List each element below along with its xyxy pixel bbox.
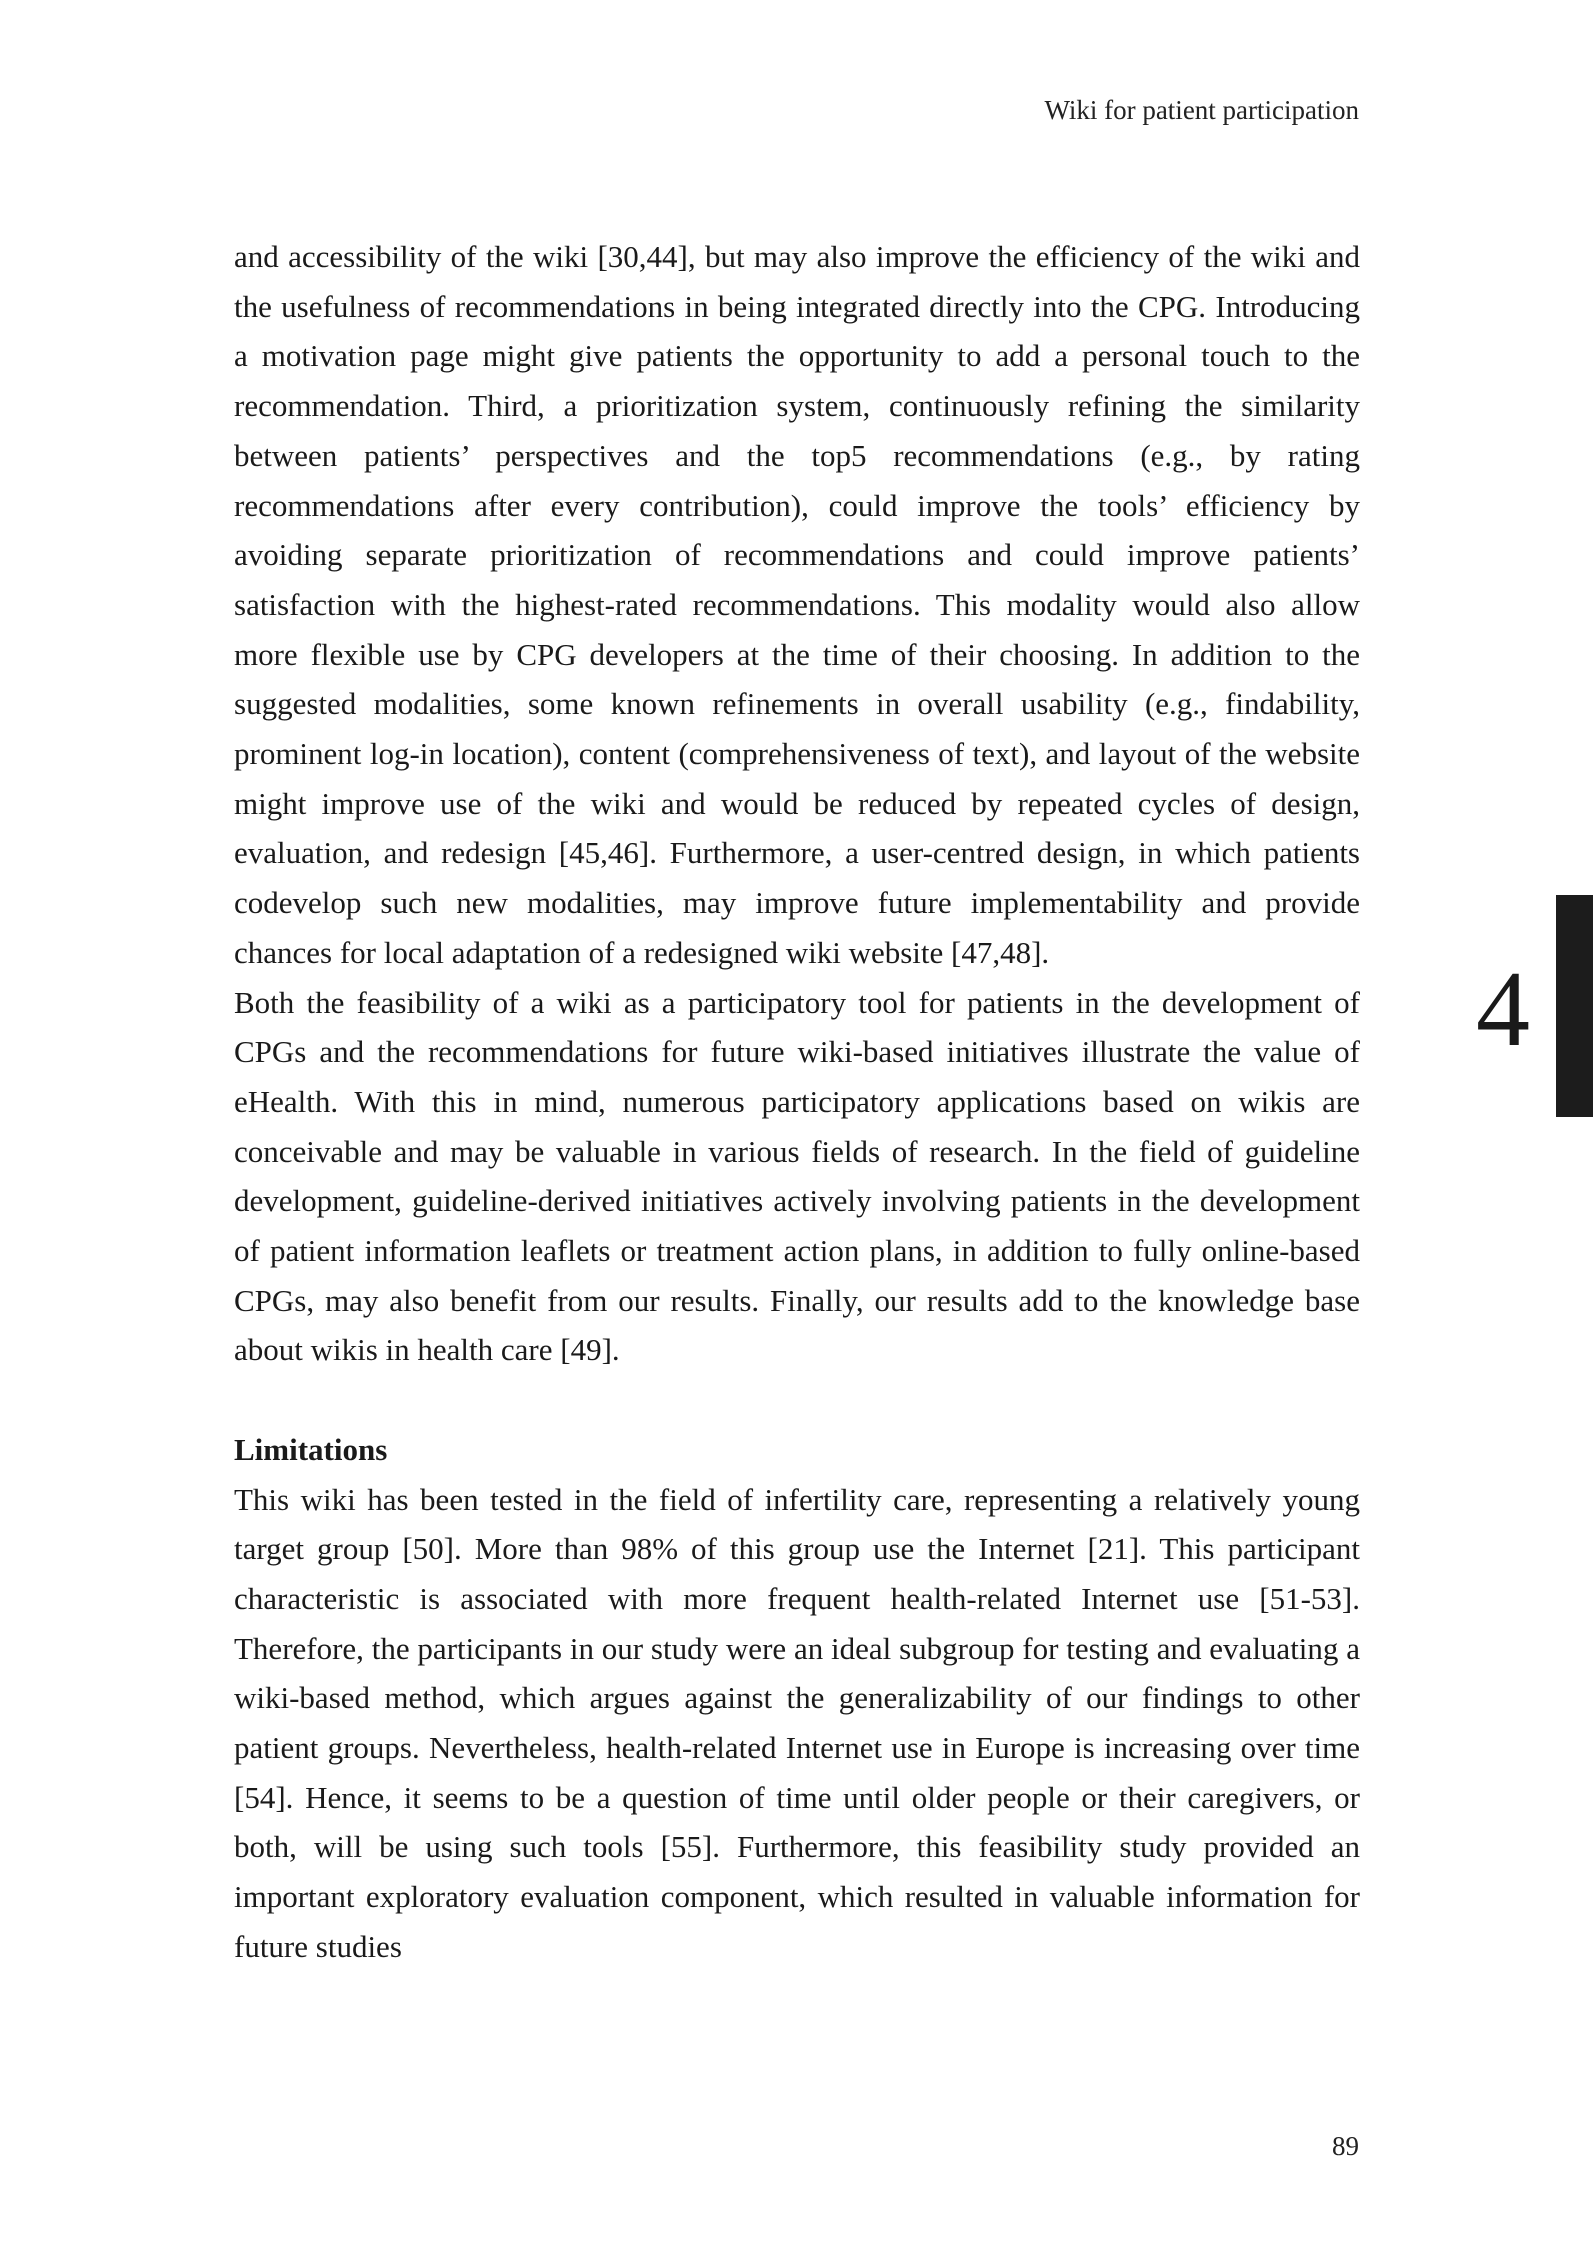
- body-text-column: [234, 232, 1360, 1972]
- limitations-paragraph: This wiki has been tested in the field of infertility care, representing a relatively young target group [50]. More than 98% of this group use the Internet [21]. This participant characteristic is associated with more frequent health-related Internet use [51-53]. Therefore, the participants in our study were an ideal subgroup for testing and evaluating a wiki-based method, which argues against the generalizability of our findings to other patient groups. Nevertheless, health-related Internet use in Europe is increasing over time [54]. Hence, it seems to be a question of time until older people or their caregivers, or both, will be using such tools [55]. Furthermore, this feasibility study provided an important exploratory evaluation component, which resulted in valuable information for future studies: [234, 1481, 1360, 1964]
- page-number: 89: [1332, 2131, 1359, 2161]
- section-heading-limitations: Limitations: [234, 1431, 388, 1467]
- body-paragraph: Both the feasibility of a wiki as a participatory tool for patients in the development of CPGs and the recommendations for future wiki-based initiatives illustrate the value of eHealth. With this in mind, numerous participatory applications based on wikis are conceivable and may be valuable in various fields of research. In the field of guideline development, guideline-derived initiatives actively involving patients in the development of patient information leaflets or treatment action plans, in addition to fully online-based CPGs, may also benefit from our results. Finally, our results add to the knowledge base about wikis in health care [49].: [234, 984, 1360, 1368]
- body-paragraph: and accessibility of the wiki [30,44], but may also improve the efficiency of the wiki and the usefulness of recommendations in being integrated directly into the CPG. Introducing a motivation page might give patients the opportunity to add a personal touch to the recommendation. Third, a prioritization system, continuously refining the similarity between patients’ perspectives and the top5 recommendations (e.g., by rating recommendations after every contribution), could improve the tools’ efficiency by avoiding separate prioritization of recommendations and could improve patients’ satisfaction with the highest-rated recommendations. This modality would also allow more flexible use by CPG developers at the time of their choosing. In addition to the suggested modalities, some known refinements in overall usability (e.g., findability, prominent log-in location), content (comprehensiveness of text), and layout of the website might improve use of the wiki and would be reduced by repeated cycles of design, evaluation, and redesign [45,46]. Furthermore, a user-centred design, in which patients codevelop such new modalities, may improve future implementability and provide chances for local adaptation of a redesigned wiki website [47,48].: [234, 239, 1360, 970]
- running-header: Wiki for patient participation: [1044, 95, 1359, 125]
- chapter-number: 4: [1476, 950, 1530, 1069]
- chapter-tab: [1556, 895, 1593, 1117]
